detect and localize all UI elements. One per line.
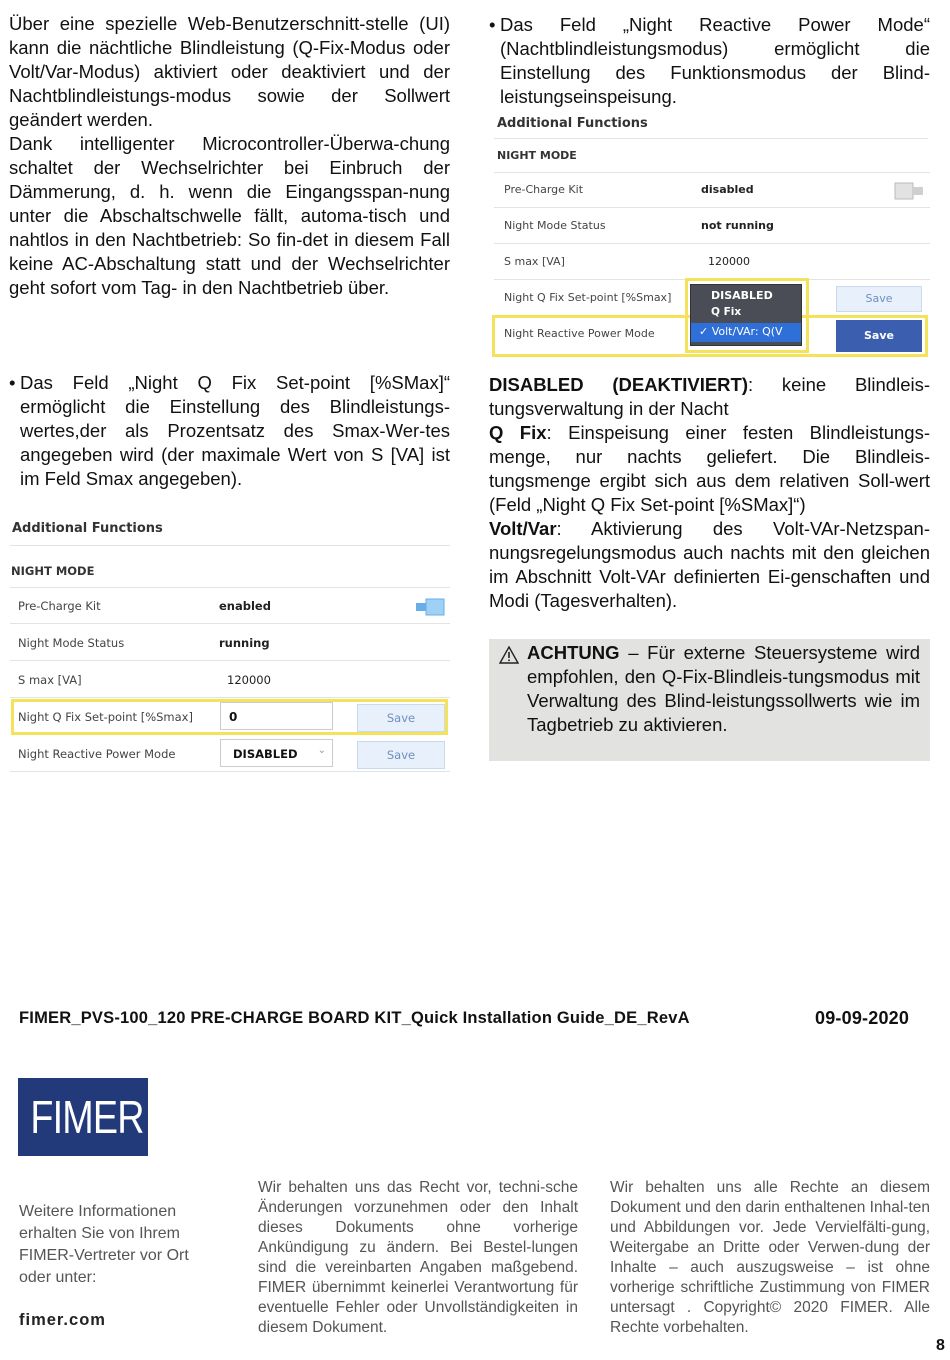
definition-disabled: [489, 373, 930, 421]
definition-term: Volt/Var: [489, 518, 557, 539]
dropdown-option[interactable]: DISABLED: [711, 289, 773, 302]
save-button[interactable]: Save: [357, 741, 445, 769]
document-date: 09-09-2020: [815, 1008, 910, 1028]
setpoint-input[interactable]: [220, 702, 333, 730]
select-value: DISABLED: [233, 747, 298, 761]
row-label: Night Reactive Power Mode: [504, 327, 655, 340]
setpoint-input-value: 0: [229, 710, 238, 724]
bullet-qfix: [9, 371, 450, 491]
fimer-logo: [18, 1078, 148, 1156]
page-number: 8: [936, 1337, 945, 1354]
disclaimer-technical: Wir behalten uns das Recht vor, techni-sche Änderungen vorzunehmen oder den Inhalt dieses Dokuments ohne vorherige Ankündigung zu ändern. Bei Bestel-lungen sind die vereinbarten Angaben maßgebend. FIMER übernimmt keinerlei Verantwortung für eventuelle Fehler oder Unvollständigkeiten in diesem Dokument.: [258, 1179, 578, 1336]
row-label: Night Q Fix Set-point [%Smax]: [18, 710, 193, 724]
row-label: Pre-Charge Kit: [18, 599, 101, 613]
left-column-text: [9, 12, 450, 300]
dropdown-option-selected[interactable]: ✓ Volt/VAr: Q(V: [699, 325, 783, 338]
warning-triangle-icon: [499, 646, 519, 664]
bullet-reactive-mode-text: • Das Feld „Night Reactive Power Mode“ (Nachtblindleistungsmodus) ermöglicht die Einstellung des Funktionsmodus der Blind-leistungseinspeisung.: [489, 13, 930, 109]
save-button[interactable]: Save: [836, 320, 922, 352]
row-label: Night Mode Status: [18, 636, 125, 650]
website-link[interactable]: fimer.com: [19, 1311, 106, 1329]
ui-panel-left: [10, 515, 450, 775]
status-value: not running: [701, 219, 774, 232]
row-label: Night Reactive Power Mode: [18, 747, 176, 761]
definition-text: : Aktivierung des Volt-VAr-Netzspan-nungsregelungsmodus auch nachts mit den gleichen im Abschnitt Volt-VAr definierten Ei-genschaften und Modi (Tagesverhalten).: [489, 518, 930, 611]
definition-text: : keine Blindleis-tungsverwaltung in der Nacht: [489, 374, 930, 419]
save-button[interactable]: Save: [836, 286, 922, 312]
warning-callout: [489, 639, 930, 761]
smax-value: 120000: [227, 673, 271, 687]
row-label: Night Mode Status: [504, 219, 606, 232]
night-mode-paragraph: Dank intelligenter Microcontroller-Überwa-chung schaltet der Wechselrichter bei Einbruch der Dämmerung, d. h. wenn die Eingangsspan-nung unter die Abschaltschwelle fällt, automa-tisch und nahtlos in den Nachtbetrieb: So fin-det in diesem Fall keine AC-Abschaltung statt und der Wechselrichter geht sofort vom Tag- in den Nachtbetrieb über.: [9, 133, 450, 298]
warning-body: – Für externe Steuersysteme wird empfohlen, den Q-Fix-Blindleis-tungsmodus mit Verwaltung des Blind-leistungssollwerts wie im Tagbetrieb zu aktivieren.: [527, 642, 920, 735]
definition-term: Q Fix: [489, 422, 547, 443]
panel-title: Additional Functions: [497, 116, 648, 131]
status-value: running: [219, 636, 270, 650]
info-text: Weitere Informationen erhalten Sie von Ihrem FIMER-Vertreter vor Ort oder unter:: [19, 1203, 189, 1286]
intro-paragraph: Über eine spezielle Web-Benutzerschnitt-stelle (UI) kann die nächtliche Blindleistung (Q-Fix-Modus oder Volt/Var-Modus) aktiviert oder deaktiviert und der Nachtblindleistungs-modus sowie der Sollwert geändert werden.: [9, 13, 450, 130]
ui-panel-right: [490, 112, 930, 360]
row-label: Pre-Charge Kit: [504, 183, 584, 196]
chevron-down-icon: ⌄: [317, 745, 326, 756]
section-heading: NIGHT MODE: [11, 564, 95, 578]
definition-text: : Einspeisung einer festen Blindleistungs-menge, nur nachts geliefert. Die Blindleis-tungsmenge ergibt sich aus dem relativen Soll-wert (Feld „Night Q Fix Set-point [%SMax]“): [489, 422, 930, 515]
definition-voltvar: [489, 517, 930, 613]
pre-charge-value: disabled: [701, 183, 754, 196]
save-button[interactable]: Save: [357, 704, 445, 732]
reactive-mode-dropdown[interactable]: [690, 284, 802, 346]
bullet-reactive-mode: [489, 13, 930, 109]
bullet-qfix-text: • Das Feld „Night Q Fix Set-point [%SMax]“ ermöglicht die Einstellung des Blindleistungs-wertes,der als Prozentsatz des Smax-Wer-tes angegeben wird (der maximale Wert von S [VA] ist im Feld Smax angegeben).: [9, 371, 450, 491]
toggle-switch-on[interactable]: [416, 598, 446, 616]
toggle-switch-off[interactable]: [894, 182, 924, 200]
logo-text: FIMER: [30, 1091, 144, 1143]
row-label: S max [VA]: [504, 255, 565, 268]
document-title: FIMER_PVS-100_120 PRE-CHARGE BOARD KIT_Quick Installation Guide_DE_RevA: [19, 1009, 690, 1027]
disclaimer-copyright: Wir behalten uns alle Rechte an diesem Dokument und den darin enthaltenen Inhal-ten und Abbildungen vor. Jede Vervielfälti-gung, Weitergabe an Dritte oder Verwen-dung der Inhalte – auch auszugsweise – ist ohne vorherige schriftliche Zustimmung von FIMER untersagt . Copyright© 2020 FIMER. Alle Rechte vorbehalten.: [610, 1179, 930, 1336]
section-heading: NIGHT MODE: [497, 149, 577, 162]
warning-text: [527, 641, 920, 737]
definition-term: DISABLED (DEAKTIVIERT): [489, 374, 749, 395]
smax-value: 120000: [708, 255, 750, 268]
mode-definitions: [489, 373, 930, 613]
pre-charge-value: enabled: [219, 599, 271, 613]
reactive-mode-select[interactable]: [220, 739, 333, 767]
dropdown-option[interactable]: Q Fix: [711, 306, 742, 318]
warning-title: ACHTUNG: [527, 642, 620, 663]
row-label: Night Q Fix Set-point [%Smax]: [504, 291, 672, 304]
definition-qfix: [489, 421, 930, 517]
panel-title: Additional Functions: [12, 521, 163, 536]
row-label: S max [VA]: [18, 673, 82, 687]
